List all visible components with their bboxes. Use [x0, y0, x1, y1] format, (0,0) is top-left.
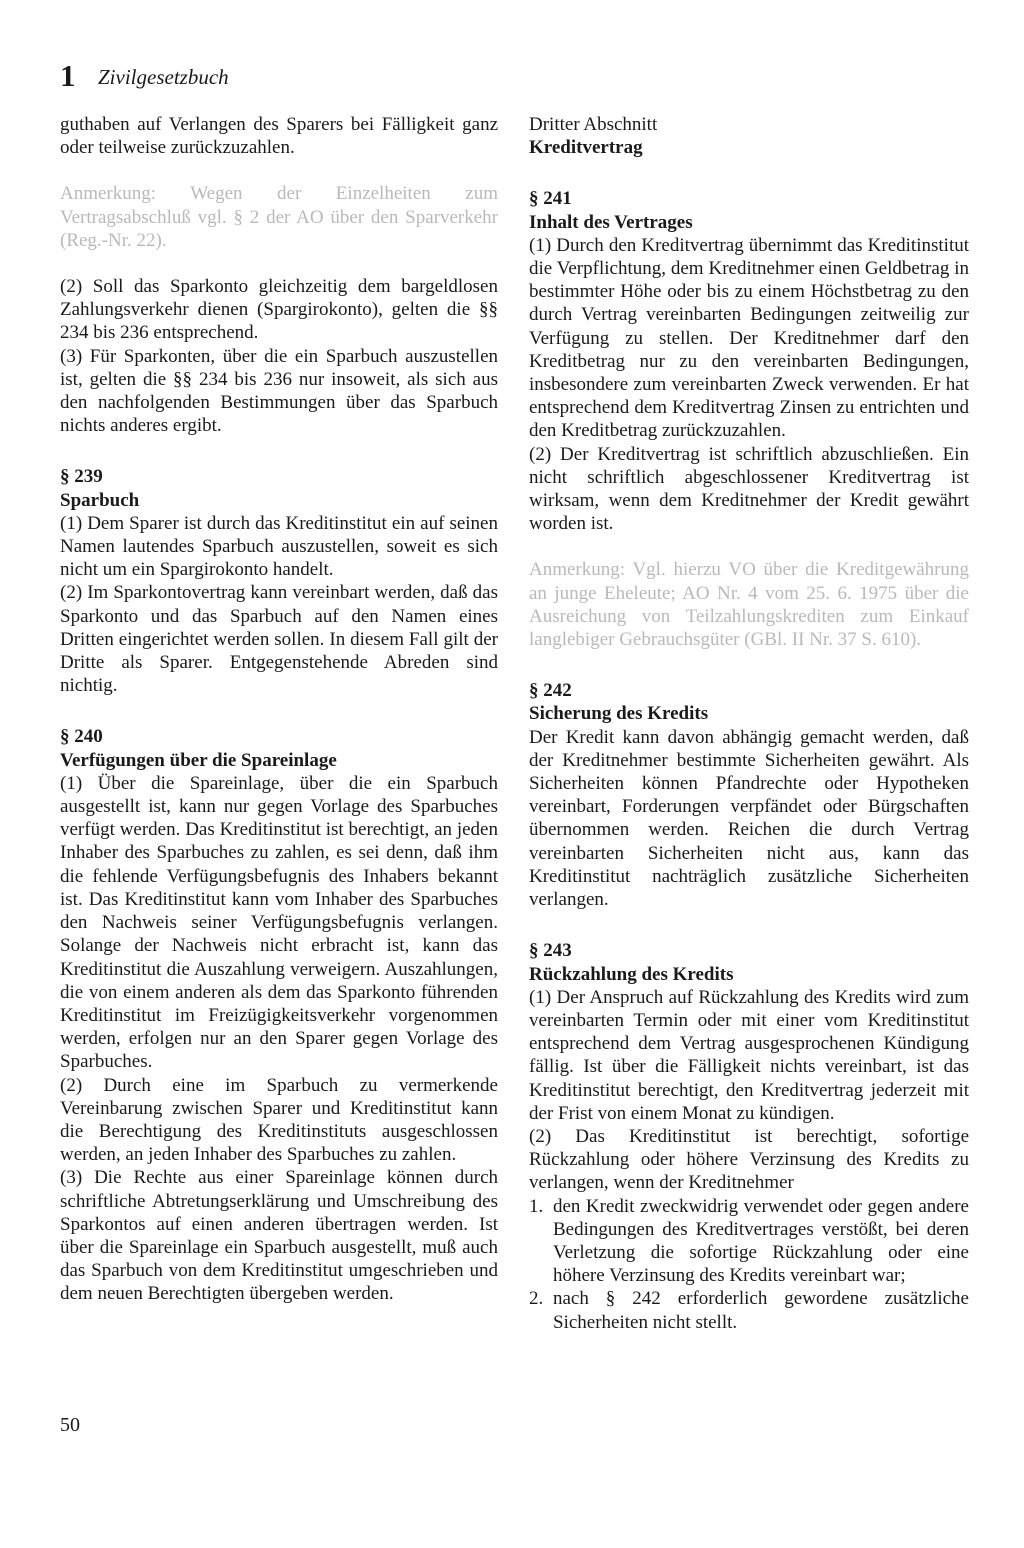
section-240-paragraph-1: (1) Über die Spareinlage, über die ein Sparbuch ausgestellt ist, kann nur gegen Vorlage des Sparbuches verfügt werden. Das Kreditinstitut ist berechtigt, an jeden Inhaber des Sparbuches zu zahlen, es sei denn, daß ihm die fehlende Verfügungsbefugnis des Inhabers bekannt ist. Das Kreditinstitut kann vom Inhaber des Sparbuches den Nachweis seiner Verfügungsbefugnis verlangen. Solange der Nachweis nicht erbracht ist, kann das Kreditinstitut die Auszahlung verweigern. Auszahlungen, die von einem anderen als dem das Sparkonto führenden Kreditinstitut im Freizügigkeitsverkehr vorgenommen werden, erfolgen nur an den Sparer gegen Vorlage des Sparbuches.: [60, 772, 498, 1073]
section-241-number: § 241: [529, 188, 572, 210]
section-240: [60, 725, 498, 1305]
section-242: [529, 679, 969, 911]
section-242-number: § 242: [529, 680, 572, 702]
section-239-title: Sparbuch: [60, 489, 140, 511]
section-239-paragraph-1: (1) Dem Sparer ist durch das Kreditinstitut ein auf seinen Namen lautendes Sparbuch auszustellen, soweit es sich nicht um ein Spargirokonto handelt.: [60, 512, 498, 581]
note-kreditgewaehrung: Anmerkung: Vgl. hierzu VO über die Kreditgewährung an junge Eheleute; AO Nr. 4 vom 25. 6. 1975 über die Ausreichung von Teilzahlungskrediten zum Einkauf langlebiger Gebrauchsgüter (GBl. II Nr. 37 S. 610).: [529, 559, 969, 651]
section-243-paragraph-2: (2) Das Kreditinstitut ist berechtigt, sofortige Rückzahlung oder höhere Verzinsung des Kredits zu verlangen, wenn der Kreditnehmer: [529, 1125, 969, 1194]
list-item-number: 2.: [529, 1288, 544, 1310]
page-number: 50: [60, 1414, 80, 1436]
section-242-title: Sicherung des Kredits: [529, 703, 709, 725]
section-240-title: Verfügungen über die Spareinlage: [60, 749, 337, 771]
section-240-number: § 240: [60, 726, 103, 748]
list-item: [529, 1287, 969, 1333]
list-item: [529, 1195, 969, 1288]
list-item-text: den Kredit zweckwidrig verwendet oder gegen andere Bedingungen des Kreditvertrages verstößt, bei deren Verletzung die sofortige Rückzahlung oder eine höhere Verzinsung des Kredits vereinbart war;: [553, 1195, 969, 1287]
section-241: [529, 187, 969, 651]
section-label: Dritter Abschnitt: [529, 114, 658, 135]
right-column: [529, 113, 969, 1334]
page-header: [60, 58, 360, 98]
section-239-paragraph-2: (2) Im Sparkontovertrag kann vereinbart werden, daß das Sparkonto und das Sparbuch auf den Namen eines Dritten eingerichtet werden sollen. In diesem Fall gilt der Dritte als Sparer. Entgegenstehende Abreden sind nichtig.: [60, 582, 498, 697]
section-239: [60, 465, 498, 697]
section-242-paragraph-1: Der Kredit kann davon abhängig gemacht werden, daß der Kreditnehmer bestimmte Sicherheiten gewährt. Als Sicherheiten können Pfandrechte oder Hypotheken vereinbart, Forderungen verpfändet oder Bürgschaften übernommen werden. Reichen die durch Vertrag vereinbarten Sicherheiten nicht aus, kann das Kreditinstitut nachträglich zusätzliche Sicherheiten verlangen.: [529, 726, 969, 911]
section-239-number: § 239: [60, 466, 103, 488]
section-241-paragraph-1: (1) Durch den Kreditvertrag übernimmt das Kreditinstitut die Verpflichtung, dem Kreditnehmer einen Geldbetrag in bestimmter Höhe oder bis zu einem Höchstbetrag zu den durch Vertrag vereinbarten Bedingungen zeitweilig zur Verfügung zu stellen. Der Kreditnehmer darf den Kreditbetrag nur zu den vereinbarten Bedingungen, insbesondere zum vereinbarten Zweck verwenden. Er hat entsprechend dem Kreditvertrag Zinsen zu entrichten und den Kreditbetrag zurückzuzahlen.: [529, 234, 969, 442]
continued-paragraph: guthaben auf Verlangen des Sparers bei Fälligkeit ganz oder teilweise zurückzuzahlen.: [60, 114, 498, 159]
section-241-paragraph-2: (2) Der Kreditvertrag ist schriftlich abzuschließen. Ein nicht schriftlich abgeschlossener Kreditvertrag ist wirksam, wenn dem Kreditnehmer der Kredit gewährt worden ist.: [529, 443, 969, 535]
section-243-number: § 243: [529, 940, 572, 962]
section-heading: Kreditvertrag: [529, 137, 643, 159]
paragraph-3: (3) Für Sparkonten, über die ein Sparbuch auszustellen ist, gelten die §§ 234 bis 236 nur insoweit, als sich aus den nachfolgenden Bestimmungen über das Sparbuch nichts anderes ergibt.: [60, 345, 498, 437]
chapter-number: 1: [60, 58, 76, 93]
paragraph-2: (2) Soll das Sparkonto gleichzeitig dem bargeldlosen Zahlungsverkehr dienen (Spargirokonto), gelten die §§ 234 bis 236 entsprechend.: [60, 276, 498, 344]
section-241-title: Inhalt des Vertrages: [529, 211, 693, 233]
section-240-paragraph-2: (2) Durch eine im Sparbuch zu vermerkende Vereinbarung zwischen Sparer und Kreditinstitut kann die Berechtigung des Kreditinstituts ausgeschlossen werden, an jeden Inhaber des Sparbuches zu zahlen.: [60, 1074, 498, 1166]
section-240-paragraph-3: (3) Die Rechte aus einer Spareinlage können durch schriftliche Abtretungserklärung und Umschreibung des Sparkontos auf einen anderen übertragen werden. Ist über die Spareinlage ein Sparbuch ausgestellt, muß auch das Sparbuch von dem Kreditinstitut umgeschrieben und dem neuen Berechtigten übergeben werden.: [60, 1167, 498, 1305]
list-item-text: nach § 242 erforderlich gewordene zusätzliche Sicherheiten nicht stellt.: [553, 1288, 969, 1333]
section-243-paragraph-1: (1) Der Anspruch auf Rückzahlung des Kredits wird zum vereinbarten Termin oder mit einer vom Kreditinstitut entsprechend dem Vertrag ausgesprochenen Kündigung fällig. Ist über die Fälligkeit nichts vereinbart, ist das Kreditinstitut berechtigt, den Kreditvertrag jederzeit mit der Frist von einem Monat zu kündigen.: [529, 986, 969, 1124]
section-243-title: Rückzahlung des Kredits: [529, 963, 734, 985]
section-243: [529, 939, 969, 1333]
list-item-number: 1.: [529, 1195, 544, 1217]
left-column: [60, 113, 498, 1306]
note-vertragsabschluss: Anmerkung: Wegen der Einzelheiten zum Vertragsabschluß vgl. § 2 der AO über den Sparverkehr (Reg.-Nr. 22).: [60, 183, 498, 251]
chapter-title: Zivilgesetzbuch: [98, 65, 229, 89]
